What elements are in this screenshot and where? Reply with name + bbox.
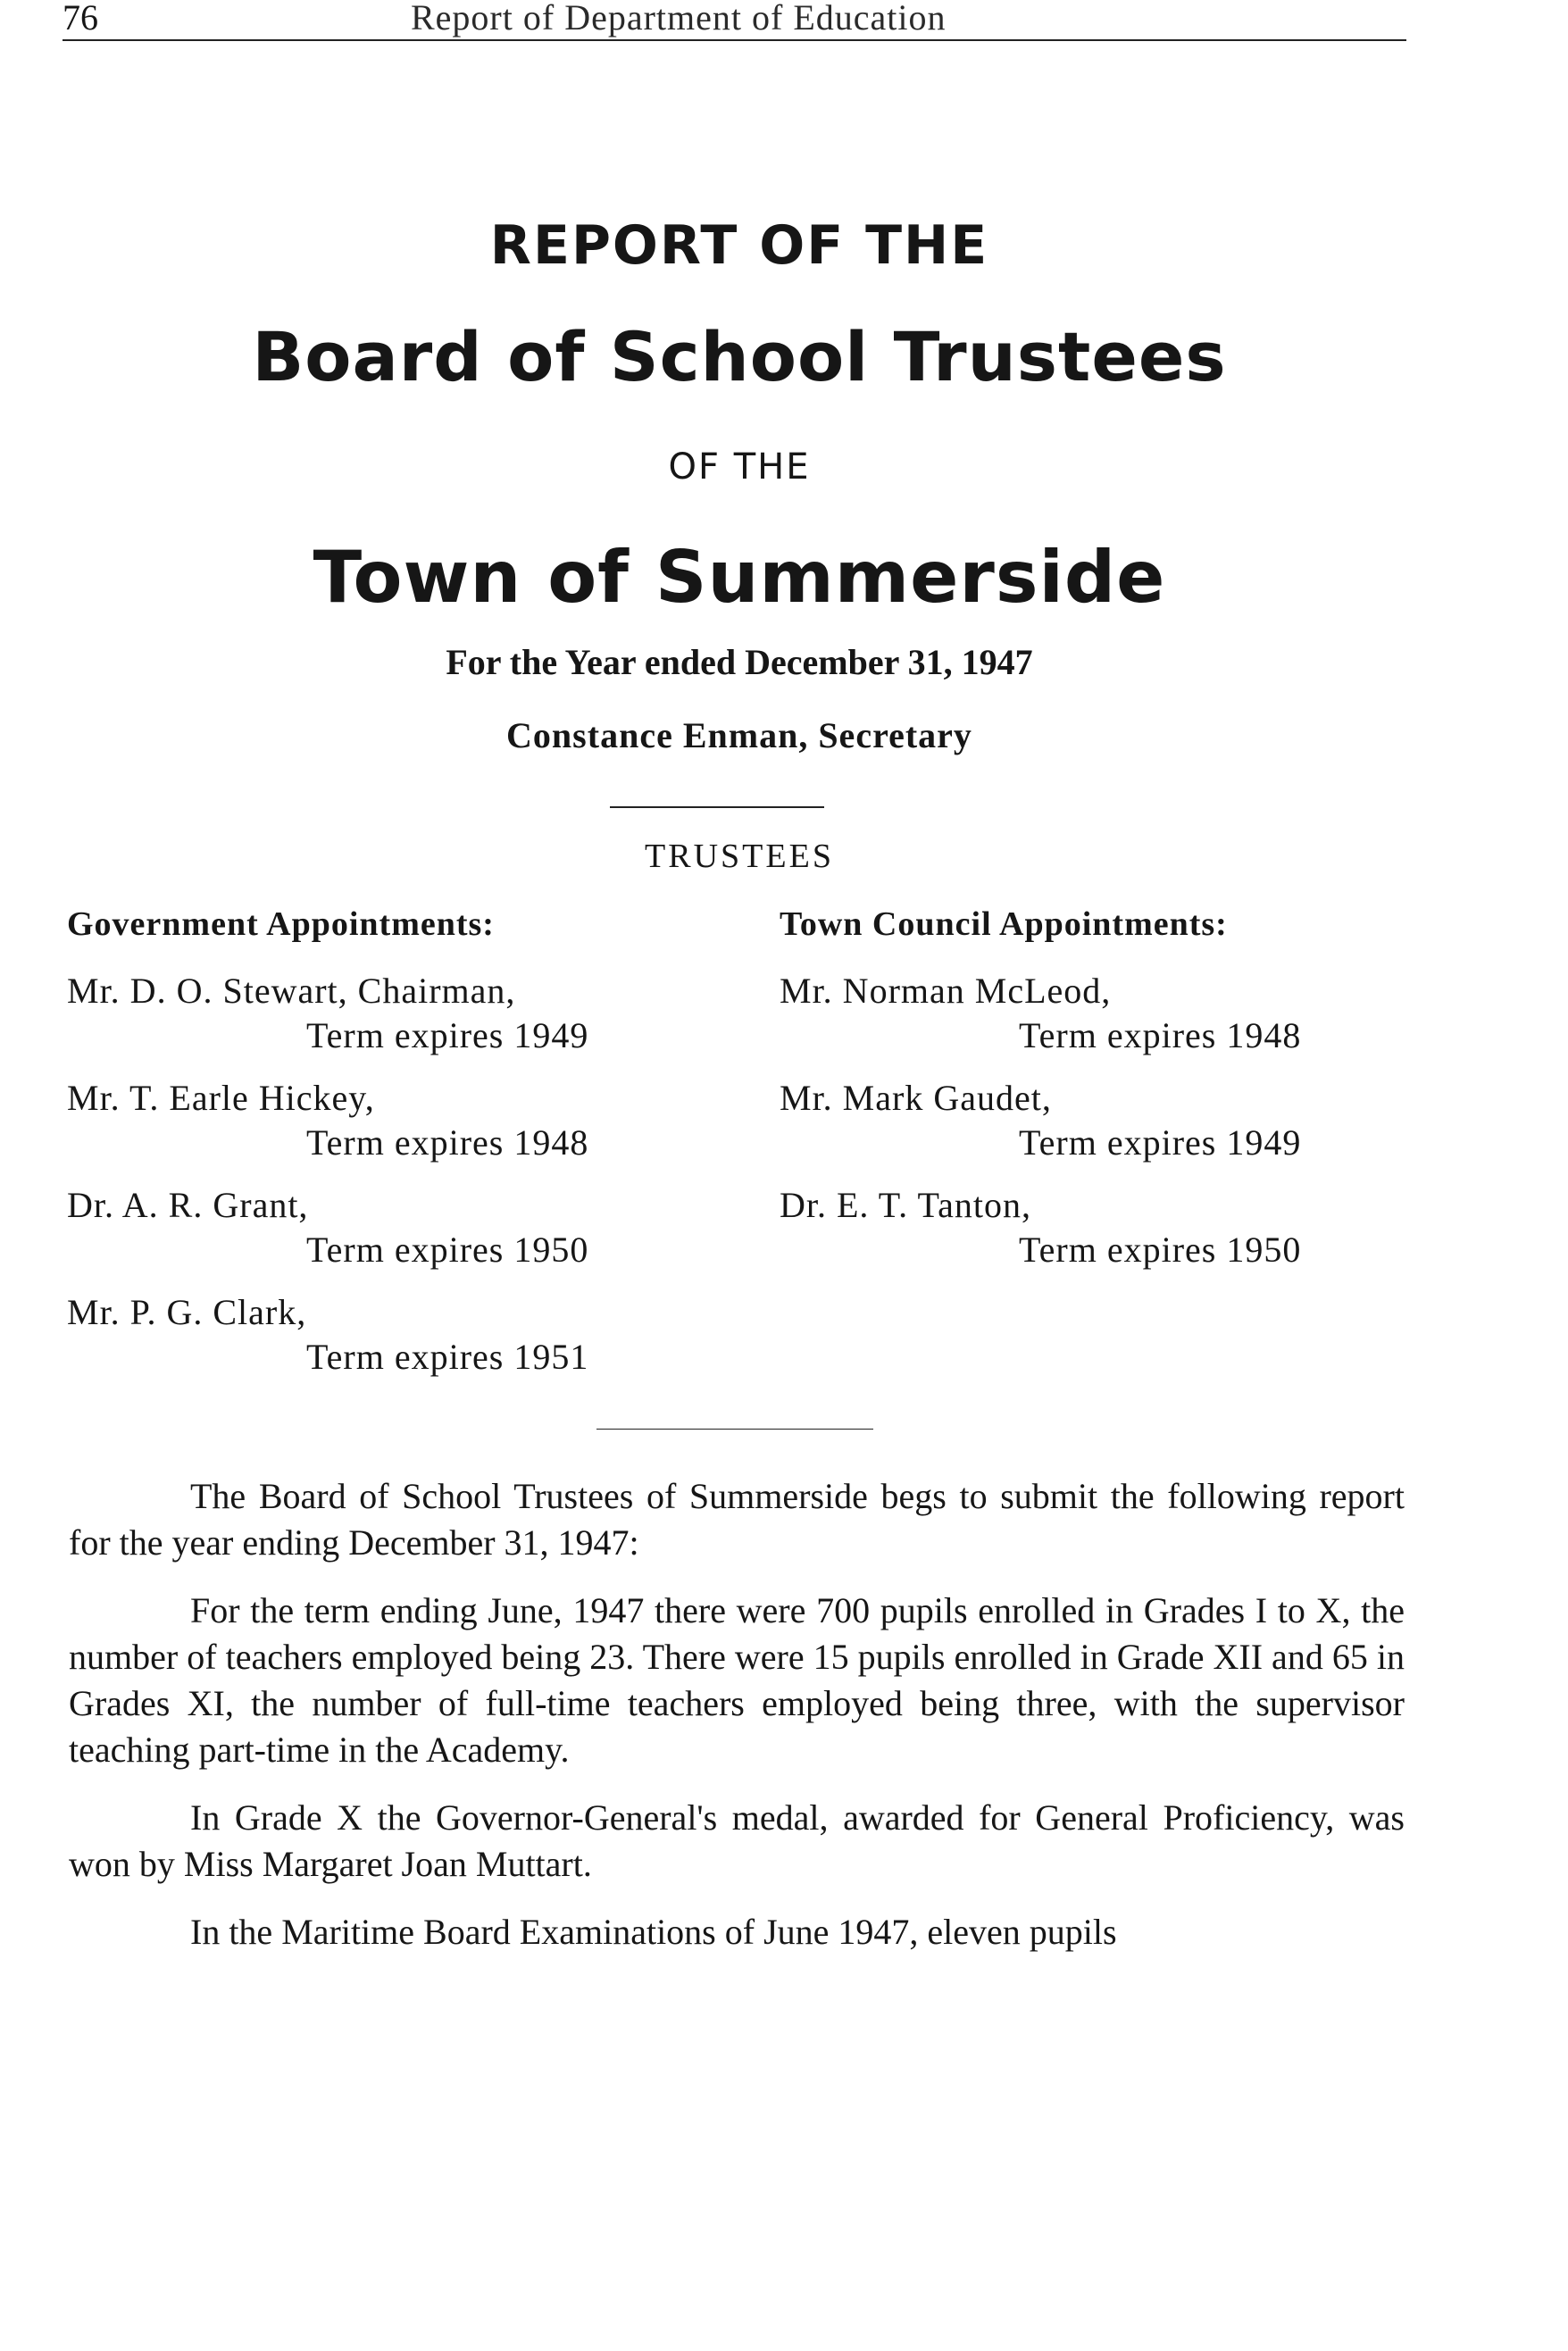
trustee-name: Dr. E. T. Tanton,	[780, 1185, 1031, 1225]
trustee-term: Term expires 1950	[306, 1230, 589, 1270]
trustee-name: Dr. A. R. Grant,	[67, 1185, 309, 1225]
trustee-entry	[780, 1183, 1405, 1272]
year-line: For the Year ended December 31, 1947	[446, 642, 1033, 682]
secretary-line: Constance Enman, Secretary	[506, 715, 972, 755]
trustee-name: Mr. Mark Gaudet,	[780, 1078, 1052, 1118]
trustees-heading: TRUSTEES	[645, 838, 834, 875]
trustee-entry	[780, 969, 1405, 1058]
body-paragraph: The Board of School Trustees of Summerside begs to submit the following report for the year ending December 31, 1947:	[69, 1476, 1405, 1563]
body-paragraph: For the term ending June, 1947 there were 700 pupils enrolled in Grades I to X, the number of teachers employed being 23. There were 15 pupils enrolled in Grade XII and 65 in Grades XI, the number of full-time teachers employed being three, with the supervisor teaching part-time in the Academy.	[69, 1590, 1405, 1770]
trustee-term: Term expires 1948	[1019, 1015, 1302, 1055]
body-paragraph: In the Maritime Board Examinations of June 1947, eleven pupils	[190, 1912, 1117, 1952]
trustee-name: Mr. Norman McLeod,	[780, 971, 1112, 1011]
trustee-name: Mr. D. O. Stewart, Chairman,	[67, 971, 516, 1011]
town-council-appointments-heading: Town Council Appointments:	[780, 905, 1228, 943]
town-title: Town of Summerside	[313, 536, 1166, 619]
running-title: Report of Department of Education	[411, 0, 947, 38]
divider-rule	[610, 806, 824, 808]
page-number: 76	[63, 0, 98, 38]
of-the-heading: OF THE	[668, 446, 811, 488]
trustee-name: Mr. T. Earle Hickey,	[67, 1078, 375, 1118]
trustee-entry	[67, 1076, 692, 1165]
trustee-term: Term expires 1949	[1019, 1122, 1302, 1163]
running-header	[63, 0, 1406, 41]
report-body	[69, 1473, 1405, 1977]
trustee-entry	[67, 1290, 692, 1380]
trustee-term: Term expires 1951	[306, 1337, 589, 1377]
trustee-term: Term expires 1950	[1019, 1230, 1302, 1270]
trustee-entry	[780, 1076, 1405, 1165]
trustee-name: Mr. P. G. Clark,	[67, 1292, 307, 1332]
trustee-entry	[67, 969, 692, 1058]
trustee-term: Term expires 1949	[306, 1015, 589, 1055]
divider-rule	[596, 1429, 873, 1430]
report-of-the-heading: REPORT OF THE	[489, 214, 989, 277]
body-paragraph: In Grade X the Governor-General's medal, awarded for General Proficiency, was won by Miss Margaret Joan Muttart.	[69, 1797, 1405, 1884]
trustee-entry	[67, 1183, 692, 1272]
board-title: Board of School Trustees	[252, 317, 1227, 396]
trustee-term: Term expires 1948	[306, 1122, 589, 1163]
town-council-appointments-column	[780, 897, 1405, 1272]
government-appointments-column	[67, 897, 692, 1380]
government-appointments-heading: Government Appointments:	[67, 905, 495, 943]
